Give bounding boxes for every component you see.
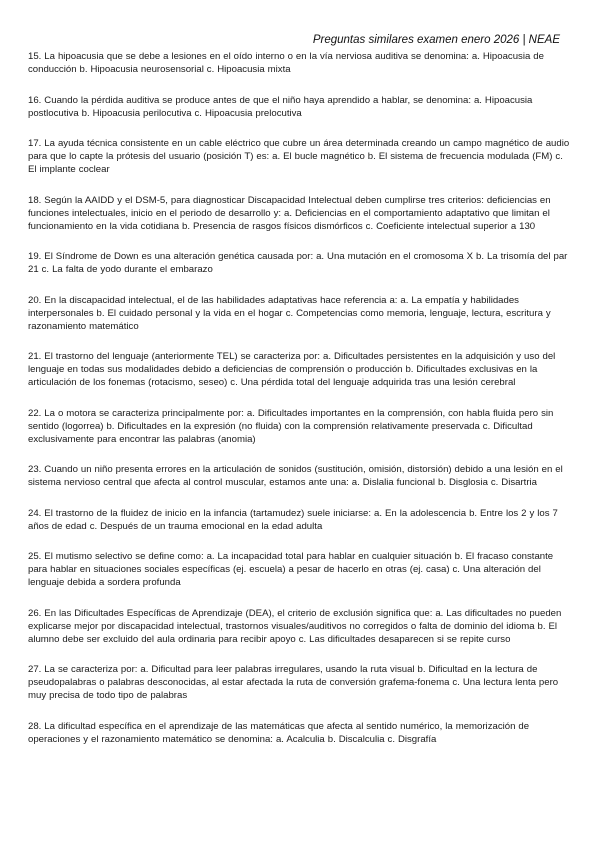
- question-22: 22. La o motora se caracteriza principalmente por: a. Dificultades importantes en la comprensión, con habla fluida pero sin sentido (logorrea) b. Dificultades en la expresión (no fluida) con la comprensión relativamente preservada c. Dificultad exclusivamente para encontrar las palabras (anomia): [28, 407, 554, 445]
- question-19: 19. El Síndrome de Down es una alteración genética causada por: a. Una mutación en el cromosoma X b. La trisomía del par 21 c. La falta de yodo durante el embarazo: [28, 251, 568, 275]
- question-28: 28. La dificultad específica en el aprendizaje de las matemáticas que afecta al sentido numérico, la memorización de operaciones y el razonamiento matemático se denomina: a. Acalculia b. Discalculia c. Disgrafía: [28, 720, 530, 745]
- question-23: 23. Cuando un niño presenta errores en la articulación de sonidos (sustitución, omisión, distorsión) debido a una lesión en el sistema nervioso central que afecta al control muscular, estamos ante una: a. Dislalia funcional b. Disglosia c. Disartria: [28, 464, 563, 488]
- question-26: 26. En las Dificultades Específicas de Aprendizaje (DEA), el criterio de exclusión significa que: a. Las dificultades no pueden explicarse mejor por discapacidad intelectual, trastornos visuales/auditivos no corregidos o falta de dominio del idioma b. El alumno debe ser excluido del aula ordinaria para recibir apoyo c. Las dificultades desaparecen si se repite curso: [28, 607, 562, 645]
- question-list: [28, 50, 574, 763]
- question-18: 18. Según la AAIDD y el DSM-5, para diagnosticar Discapacidad Intelectual deben cumplirse tres criterios: deficiencias en funciones intelectuales, inicio en el periodo de desarrollo y: a. Deficiencias en el comportamiento adaptativo que limitan el funcionamiento en la vida cotidiana b. Presencia de rasgos físicos dismórficos c. Coeficiente intelectual superior a 130: [28, 194, 551, 232]
- question-16: 16. Cuando la pérdida auditiva se produce antes de que el niño haya aprendido a hablar, se denomina: a. Hipoacusia postlocutiva b. Hipoacusia perilocutiva c. Hipoacusia prelocutiva: [28, 94, 533, 119]
- question-27: 27. La se caracteriza por: a. Dificultad para leer palabras irregulares, usando la ruta visual b. Dificultad en la lectura de pseudopalabras o palabras desconocidas, al estar afectada la ruta de conversión grafema-fonema c. Una lectura lenta pero muy precisa de todo tipo de palabras: [28, 664, 559, 701]
- question-15: 15. La hipoacusia que se debe a lesiones en el oído interno o en la vía nerviosa auditiva se denomina: a. Hipoacusia de conducción b. Hipoacusia neurosensorial c. Hipoacusia mixta: [28, 51, 544, 75]
- page-header-title: Preguntas similares examen enero 2026 | NEAE: [312, 34, 560, 46]
- question-25: 25. El mutismo selectivo se define como: a. La incapacidad total para hablar en cualquier situación b. El fracaso constante para hablar en situaciones sociales específicas (ej. escuela) a pesar de hacerlo en otras (ej. casa) c. Una alteración del lenguaje debida a sordera profunda: [28, 551, 554, 588]
- question-24: 24. El trastorno de la fluidez de inicio en la infancia (tartamudez) suele iniciarse: a. En la adolescencia b. Entre los 2 y los 7 años de edad c. Después de un trauma emocional en la edad adulta: [28, 507, 558, 532]
- question-20: 20. En la discapacidad intelectual, el de las habilidades adaptativas hace referencia a: a. La empatía y habilidades interpersonales b. El cuidado personal y la vida en el hogar c. Competencias como memoria, lenguaje, lectura, escritura y razonamiento matemático: [28, 294, 551, 332]
- question-17: 17. La ayuda técnica consistente en un cable eléctrico que cubre un área determinada creando un campo magnético de audio para que lo capte la prótesis del usuario (posición T) es: a. El bucle magnético b. El sistema de frecuencia modulada (FM) c. El implante coclear: [28, 138, 570, 175]
- question-21: 21. El trastorno del lenguaje (anteriormente TEL) se caracteriza por: a. Dificultades persistentes en la adquisición y uso del lenguaje en todas sus modalidades debido a deficiencias de comprensión o producción b. Dificultades exclusivas en la articulación de los fonemas (rotacismo, seseo) c. Una pérdida total del lenguaje adquirida tras una lesión cerebral: [28, 351, 556, 388]
